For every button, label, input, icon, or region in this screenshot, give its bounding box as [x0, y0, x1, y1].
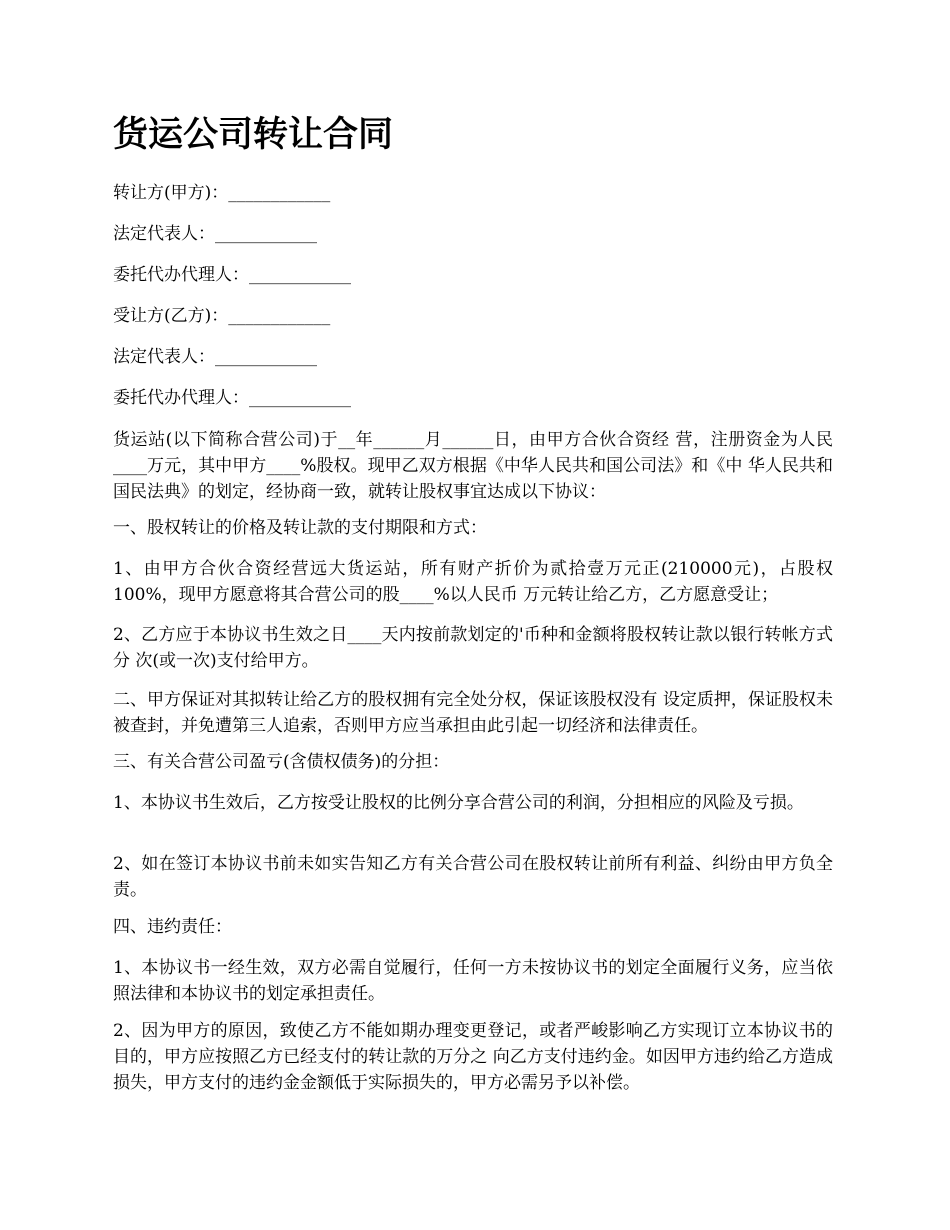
- party-transferor-legal-rep: 法定代表人：____________: [113, 224, 317, 244]
- party-transferor: 转让方(甲方)：____________: [113, 183, 331, 203]
- clause-3-2: 2、如在签订本协议书前未如实告知乙方有关合营公司在股权转让前所有利益、纠纷由甲方负全责。: [113, 854, 833, 900]
- section-2-paragraph: 二、甲方保证对其拟转让给乙方的股权拥有完全处分权，保证该股权没有 设定质押，保证股权未被查封，并免遭第三人追索，否则甲方应当承担由此引起一切经济和法律责任。: [113, 690, 833, 736]
- intro-paragraph: 货运站(以下简称合营公司)于__年______月______日，由甲方合伙合资经 营，注册资金为人民____万元，其中甲方____%股权。现甲乙双方根据《中华人民共和国公司法》和《中 华人民共和国民法典》的划定，经协商一致，就转让股权事宜达成以下协议：: [113, 430, 833, 502]
- party-transferee-agent: 委托代办代理人：____________: [113, 388, 351, 408]
- section-heading-1: 一、股权转让的价格及转让款的支付期限和方式：: [113, 518, 487, 538]
- clause-1-2: 2、乙方应于本协议书生效之日____天内按前款划定的'币种和金额将股权转让款以银行转帐方式分 次(或一次)支付给甲方。: [113, 625, 833, 671]
- party-transferee: 受让方(乙方)：____________: [113, 306, 331, 326]
- clause-1-1: 1、由甲方合伙合资经营远大货运站，所有财产折价为贰拾壹万元正(210000元)，占股权100%，现甲方愿意将其合营公司的股____%以人民币 万元转让给乙方，乙方愿意受让；: [113, 559, 833, 605]
- party-transferee-legal-rep: 法定代表人：____________: [113, 347, 317, 367]
- section-heading-4: 四、违约责任：: [113, 917, 232, 937]
- section-heading-3: 三、有关合营公司盈亏(含债权债务)的分担：: [113, 752, 450, 772]
- party-transferor-agent: 委托代办代理人：____________: [113, 265, 351, 285]
- clause-4-1: 1、本协议书一经生效，双方必需自觉履行，任何一方未按协议书的划定全面履行义务，应当依照法律和本协议书的划定承担责任。: [113, 958, 833, 1004]
- clause-4-2: 2、因为甲方的原因，致使乙方不能如期办理变更登记，或者严峻影响乙方实现订立本协议书的目的，甲方应按照乙方已经支付的转让款的万分之 向乙方支付违约金。如因甲方违约给乙方造成损失，甲方支付的违约金金额低于实际损失的，甲方必需另予以补偿。: [113, 1021, 833, 1093]
- document-title: 货运公司转让合同: [113, 115, 394, 155]
- clause-3-1: 1、本协议书生效后，乙方按受让股权的比例分享合营公司的利润，分担相应的风险及亏损。: [113, 793, 804, 813]
